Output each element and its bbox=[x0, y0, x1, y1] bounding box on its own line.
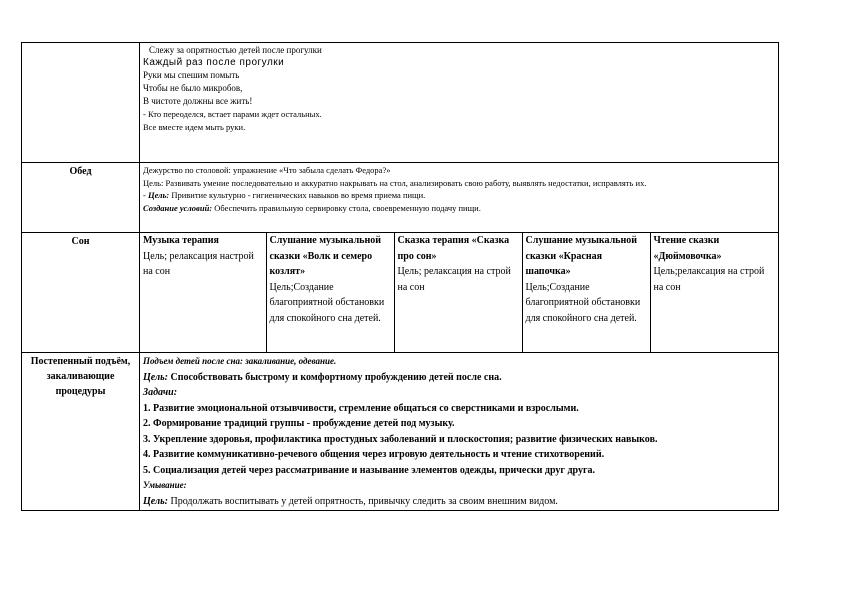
lunch-duty-goal: Цель: Развивать умение последовательно и аккуратно накрывать на стол, анализировать свою работу, выявлять недостатки, исправлять их. bbox=[143, 177, 647, 188]
washing-goal: Цель: Продолжать воспитывать у детей опрятность, привычку следить за своим внешним видом. bbox=[143, 495, 558, 507]
washing-label: Умывание: bbox=[143, 480, 187, 490]
wakeup-goal: Цель: Способствовать быстрому и комфортному пробуждению детей после сна. bbox=[143, 371, 502, 383]
wakeup-task-1: 1. Развитие эмоциональной отзывчивости, стремление общаться со сверстниками и взрослыми. bbox=[143, 402, 579, 414]
lunch-label: Обед bbox=[22, 163, 140, 233]
lunch-row bbox=[22, 163, 779, 233]
sleep-activity-5-body: Цель;релаксация на строй на сон bbox=[653, 266, 765, 293]
sleep-activity-1-title: Музыка терапия bbox=[143, 235, 219, 246]
walk-line-3: Руки мы спешим помыть bbox=[143, 70, 240, 80]
sleep-activity-4 bbox=[522, 232, 650, 352]
wakeup-task-3: 3. Укрепление здоровья, профилактика простудных заболеваний и плоскостопия; развитие физических навыков. bbox=[143, 433, 658, 445]
walk-line-1: Слежу за опрятностью детей после прогулки bbox=[149, 45, 322, 55]
sleep-activity-5-title: Чтение сказки «Дюймовочка» bbox=[653, 235, 722, 262]
lunch-goal: - Цель: Привитие культурно - гигиенических навыков во время приема пищи. bbox=[143, 190, 426, 200]
day-plan-table bbox=[21, 42, 779, 511]
walk-content-cell bbox=[140, 43, 779, 163]
sleep-activity-2 bbox=[266, 232, 394, 352]
sleep-activity-5 bbox=[650, 232, 779, 352]
sleep-activity-3-title: Сказка терапия «Сказка про сон» bbox=[397, 235, 510, 262]
sleep-activity-3-body: Цель; релаксация на строй на сон bbox=[397, 266, 511, 293]
walk-label-cell bbox=[22, 43, 140, 163]
sleep-activity-3 bbox=[394, 232, 522, 352]
walk-line-2: Каждый раз после прогулки bbox=[143, 57, 285, 68]
wakeup-task-5: 5. Социализация детей через рассматривание и называние элементов одежды, прически друг друга. bbox=[143, 464, 595, 476]
sleep-activity-4-body: Цель;Создание благоприятной обстановки для спокойного сна детей. bbox=[525, 281, 641, 324]
sleep-activity-1-body: Цель; релаксация настрой на сон bbox=[143, 250, 254, 277]
walk-line-6: - Кто переоделся, встает парами ждет остальных. bbox=[143, 109, 322, 119]
sleep-row bbox=[22, 233, 779, 353]
sleep-label: Сон bbox=[22, 233, 140, 353]
wakeup-task-4: 4. Развитие коммуникативно-речевого общения через игровую деятельность и чтение стихотворений. bbox=[143, 449, 605, 460]
wakeup-row bbox=[22, 353, 779, 511]
sleep-content-cell bbox=[140, 233, 779, 353]
walk-line-5: В чистоте должны все жить! bbox=[143, 96, 253, 106]
walk-row bbox=[22, 43, 779, 163]
lunch-content-cell bbox=[140, 163, 779, 233]
sleep-activity-1 bbox=[140, 232, 266, 352]
lunch-conditions: Создание условий: Обеспечить правильную сервировку стола, своевременную подачу пищи. bbox=[143, 202, 481, 213]
wakeup-label: Постепенный подъём, закаливающие процедуры bbox=[22, 353, 140, 511]
wakeup-content-cell bbox=[140, 353, 779, 511]
lunch-duty: Дежурство по столовой: упражнение «Что забыла сделать Федора?» bbox=[143, 165, 391, 175]
walk-line-4: Чтобы не было микробов, bbox=[143, 83, 243, 93]
wakeup-task-2: 2. Формирование традиций группы - пробуждение детей под музыку. bbox=[143, 418, 455, 429]
wakeup-heading: Подъем детей после сна: закаливание, одевание. bbox=[143, 356, 337, 366]
walk-line-7: Все вместе идем мыть руки. bbox=[143, 121, 246, 132]
sleep-activity-2-body: Цель;Создание благоприятной обстановки для спокойного сна детей. bbox=[269, 281, 385, 324]
sleep-activity-2-title: Слушание музыкальной сказки «Волк и семеро козлят» bbox=[269, 235, 381, 277]
sleep-activity-4-title: Слушание музыкальной сказки «Красная шапочка» bbox=[525, 235, 637, 277]
wakeup-tasks-label: Задачи: bbox=[143, 387, 178, 398]
sleep-activities-table bbox=[140, 232, 779, 352]
